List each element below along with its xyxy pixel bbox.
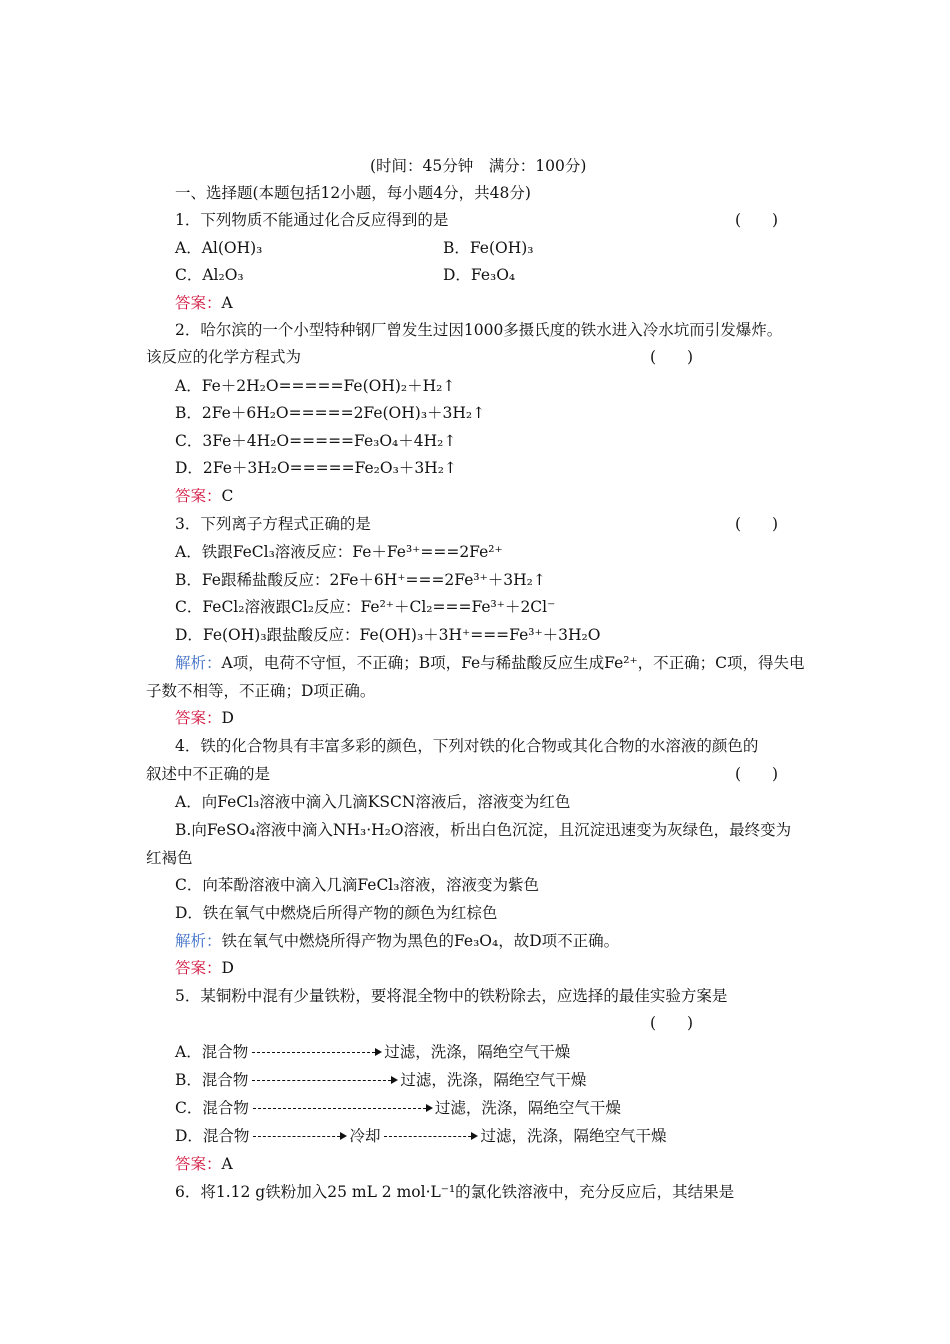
q5-option-a-prefix: A．混合物 xyxy=(175,1043,249,1061)
q4-stem-line2: 叙述中不正确的是 xyxy=(146,765,271,783)
q4-explanation xyxy=(175,931,619,951)
q5-answer-value: A xyxy=(221,1155,233,1173)
q6-stem: 6．将1.12 g铁粉加入25 mL 2 mol·L⁻¹的氯化铁溶液中，充分反应后，其结果是 xyxy=(175,1183,735,1201)
header-line: (时间：45分钟 满分：100分) xyxy=(370,157,587,175)
answer-label: 答案： xyxy=(175,1155,222,1173)
q4-answer-blank: ( ) xyxy=(735,765,779,783)
q4-stem-line1: 4．铁的化合物具有丰富多彩的颜色，下列对铁的化合物或其化合物的水溶液的颜色的 xyxy=(175,737,759,755)
q4-option-c: C．向苯酚溶液中滴入几滴FeCl₃溶液，溶液变为紫色 xyxy=(175,876,539,894)
q4-option-d: D．铁在氧气中燃烧后所得产物的颜色为红棕色 xyxy=(175,904,498,922)
q1-option-d: D．Fe₃O₄ xyxy=(443,266,516,284)
q5-stem: 5．某铜粉中混有少量铁粉，要将混全物中的铁粉除去，应选择的最佳实验方案是 xyxy=(175,987,728,1005)
q4-answer-value: D xyxy=(221,959,234,977)
q5-option-c xyxy=(175,1098,621,1118)
q1-answer-blank: ( ) xyxy=(735,211,779,229)
q4-explanation-text: 铁在氧气中燃烧所得产物为黑色的Fe₃O₄，故D项不正确。 xyxy=(221,932,620,950)
q2-answer-value: C xyxy=(221,487,234,505)
q2-option-d: D．2Fe＋3H₂O=====Fe₂O₃＋3H₂↑ xyxy=(175,459,457,477)
q1-option-c: C．Al₂O₃ xyxy=(175,266,244,284)
q4-option-b-line1: B.向FeSO₄溶液中滴入NH₃·H₂O溶液，析出白色沉淀，且沉淀迅速变为灰绿色，最终变为 xyxy=(175,821,792,839)
q5-option-a-tail: 过滤，洗涤，隔绝空气干燥 xyxy=(384,1043,571,1061)
q3-answer-value: D xyxy=(221,709,234,727)
q5-option-b-prefix: B．混合物 xyxy=(175,1071,249,1089)
answer-label: 答案： xyxy=(175,959,222,977)
q2-answer xyxy=(175,486,233,506)
q5-option-d xyxy=(175,1126,666,1146)
q3-answer xyxy=(175,708,234,728)
q1-option-a: A．Al(OH)₃ xyxy=(175,239,263,257)
q5-option-b xyxy=(175,1070,586,1090)
answer-label: 答案： xyxy=(175,294,222,312)
q5-option-a xyxy=(175,1042,570,1062)
q5-option-b-tail: 过滤，洗涤，隔绝空气干燥 xyxy=(400,1071,587,1089)
q5-option-d-tail: 过滤，洗涤，隔绝空气干燥 xyxy=(480,1127,667,1145)
q5-option-d-mid: 冷却 xyxy=(349,1127,381,1145)
q2-option-a: A．Fe＋2H₂O=====Fe(OH)₂＋H₂↑ xyxy=(175,377,456,395)
q4-option-b-line2: 红褐色 xyxy=(146,849,193,867)
q2-option-c: C．3Fe＋4H₂O=====Fe₃O₄＋4H₂↑ xyxy=(175,432,457,450)
q3-answer-blank: ( ) xyxy=(735,515,779,533)
q5-option-c-prefix: C．混合物 xyxy=(175,1099,249,1117)
q3-explanation-line2: 子数不相等，不正确；D项正确。 xyxy=(146,682,376,700)
q5-answer-blank: ( ) xyxy=(650,1014,694,1032)
q3-option-d: D．Fe(OH)₃跟盐酸反应：Fe(OH)₃＋3H⁺===Fe³⁺＋3H₂O xyxy=(175,626,601,644)
q5-answer xyxy=(175,1154,233,1174)
q3-option-a: A．铁跟FeCl₃溶液反应：Fe＋Fe³⁺===2Fe²⁺ xyxy=(175,543,503,561)
q3-option-c: C．FeCl₂溶液跟Cl₂反应：Fe²⁺＋Cl₂===Fe³⁺＋2Cl⁻ xyxy=(175,598,556,616)
q5-option-c-tail: 过滤，洗涤，隔绝空气干燥 xyxy=(434,1099,621,1117)
q1-stem: 1．下列物质不能通过化合反应得到的是 xyxy=(175,211,449,229)
q3-explanation-text1: A项，电荷不守恒，不正确；B项，Fe与稀盐酸反应生成Fe²⁺，不正确；C项，得失电 xyxy=(221,654,805,672)
explain-label: 解析： xyxy=(175,932,222,950)
q1-answer xyxy=(175,293,233,313)
q2-option-b: B．2Fe＋6H₂O=====2Fe(OH)₃＋3H₂↑ xyxy=(175,404,486,422)
arrow-icon xyxy=(253,1136,345,1138)
q4-answer xyxy=(175,958,234,978)
arrow-icon xyxy=(252,1052,380,1054)
answer-label: 答案： xyxy=(175,487,222,505)
q4-option-a: A．向FeCl₃溶液中滴入几滴KSCN溶液后，溶液变为红色 xyxy=(175,793,571,811)
answer-label: 答案： xyxy=(175,709,222,727)
explain-label: 解析： xyxy=(175,654,222,672)
q3-explanation-line1 xyxy=(175,653,805,673)
q2-stem-line1: 2．哈尔滨的一个小型特种钢厂曾发生过因1000多摄氏度的铁水进入冷水坑而引发爆炸。 xyxy=(175,321,783,339)
q1-answer-value: A xyxy=(221,294,233,312)
arrow-icon xyxy=(252,1080,396,1082)
arrow-icon xyxy=(384,1136,476,1138)
q1-option-b: B．Fe(OH)₃ xyxy=(443,239,534,257)
q3-stem: 3．下列离子方程式正确的是 xyxy=(175,515,371,533)
q2-stem-line2: 该反应的化学方程式为 xyxy=(146,348,302,366)
q5-option-d-prefix: D．混合物 xyxy=(175,1127,250,1145)
arrow-icon xyxy=(253,1108,431,1110)
section-title: 一、选择题(本题包括12小题，每小题4分，共48分) xyxy=(175,184,531,202)
q3-option-b: B．Fe跟稀盐酸反应：2Fe＋6H⁺===2Fe³⁺＋3H₂↑ xyxy=(175,571,546,589)
q2-answer-blank: ( ) xyxy=(650,348,694,366)
